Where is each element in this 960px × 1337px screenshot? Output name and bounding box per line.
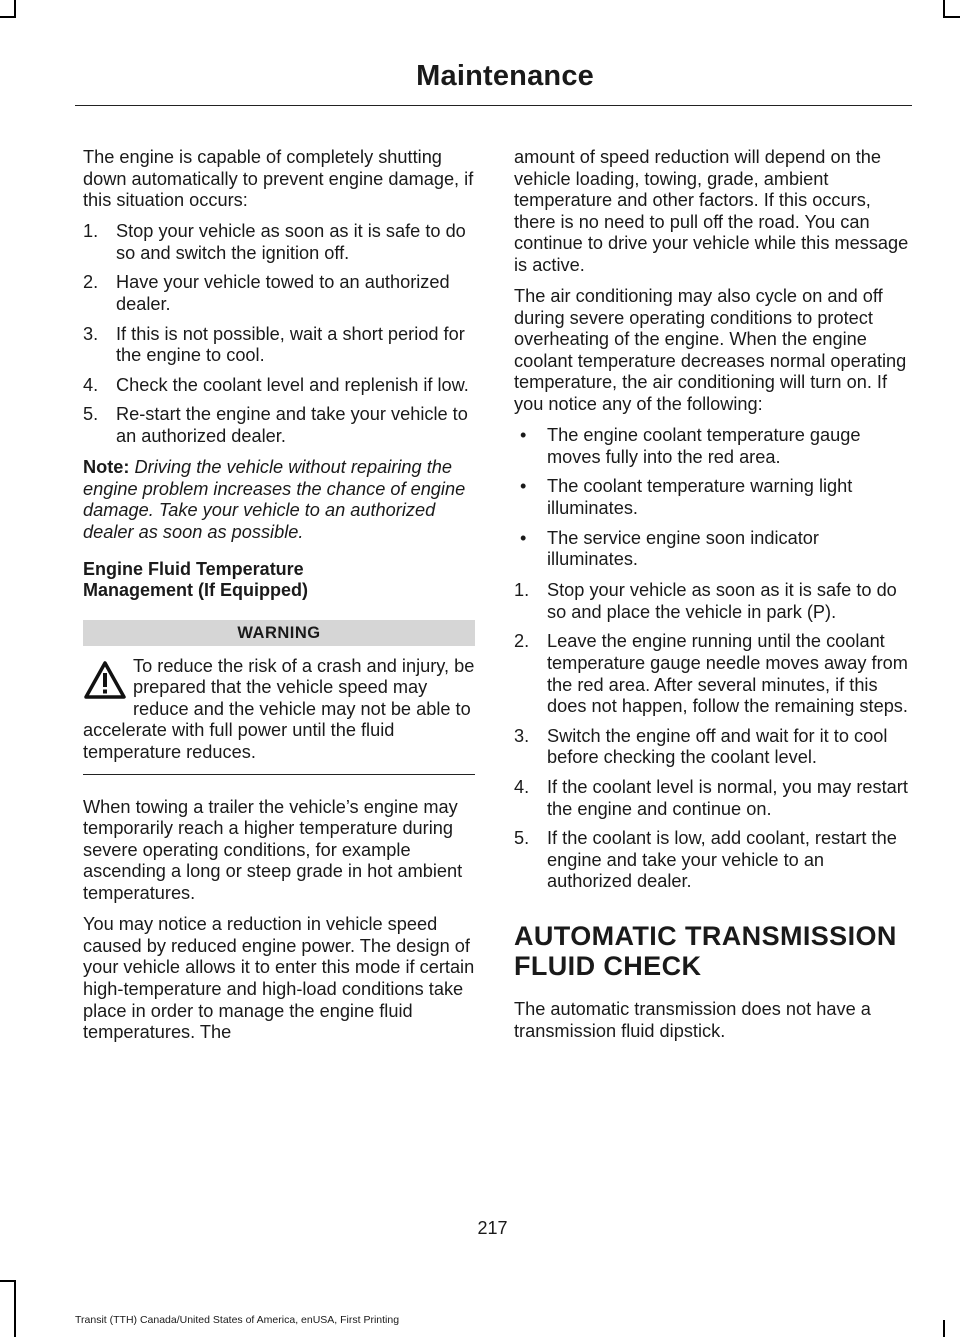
subheading-line: Engine Fluid Temperature <box>83 558 304 579</box>
step-number: 3. <box>83 323 99 344</box>
crop-mark <box>943 16 960 18</box>
list-item <box>514 580 910 623</box>
bullet-text: The engine coolant temperature gauge moves fully into the red area. <box>547 425 861 467</box>
warning-box <box>83 656 475 775</box>
continuation-paragraph: amount of speed reduction will depend on the vehicle loading, towing, grade, ambient temperature and other factors. If this occurs, there is no need to pull off the road. You can continue to drive your vehicle while this message is active. <box>514 147 909 275</box>
step-number: 5. <box>83 404 99 425</box>
page-number: 217 <box>477 1218 508 1238</box>
list-item <box>514 528 910 571</box>
note-label: Note: <box>83 457 130 478</box>
crop-mark <box>943 1320 945 1337</box>
step-text: Re-start the engine and take your vehicle to an authorized dealer. <box>116 404 468 447</box>
list-item <box>83 375 475 397</box>
symptom-bullet-list <box>514 425 910 571</box>
transmission-paragraph: The automatic transmission does not have a transmission fluid dipstick. <box>514 998 871 1041</box>
list-item <box>83 404 475 447</box>
list-item <box>514 476 910 519</box>
note-text: Driving the vehicle without repairing the engine problem increases the chance of engine damage. Take your vehicle to an authorized dealer as soon as possible. <box>83 457 466 542</box>
header-rule <box>75 105 912 106</box>
warning-title: WARNING <box>83 620 475 646</box>
speed-reduction-paragraph: You may notice a reduction in vehicle speed caused by reduced engine power. The design of your vehicle allows it to enter this mode if certain high-temperature and high-load conditions take place in order to manage the engine fluid temperatures. The <box>83 914 475 1043</box>
crop-mark <box>0 16 16 18</box>
note <box>83 457 475 543</box>
step-text: If the coolant is low, add coolant, restart the engine and take your vehicle to an authorized dealer. <box>547 828 897 892</box>
left-column <box>83 147 475 1053</box>
towing-paragraph: When towing a trailer the vehicle’s engine may temporarily reach a higher temperature during severe operating conditions, for example ascending a long or steep grade in hot ambient temperatures. <box>83 796 463 904</box>
heading-line: AUTOMATIC TRANSMISSION <box>514 920 897 951</box>
step-text: Check the coolant level and replenish if low. <box>116 374 469 395</box>
step-text: Have your vehicle towed to an authorized dealer. <box>116 272 450 315</box>
step-number: 2. <box>514 631 530 652</box>
intro-paragraph: The engine is capable of completely shutting down automatically to prevent engine damage, if this situation occurs: <box>83 147 474 211</box>
page-title: Maintenance <box>416 60 594 92</box>
section-heading <box>514 921 910 981</box>
section-subheading <box>83 559 475 602</box>
step-text: If this is not possible, wait a short period for the engine to cool. <box>116 323 465 366</box>
bullet-text: The service engine soon indicator illuminates. <box>547 527 819 570</box>
step-number: 1. <box>83 221 99 242</box>
list-item <box>83 221 475 264</box>
step-number: 1. <box>514 580 530 601</box>
warning-text: To reduce the risk of a crash and injury, be prepared that the vehicle speed may reduce and the vehicle may not be able to accelerate with full power until the fluid temperature reduces. <box>83 655 475 763</box>
bullet: • <box>520 527 527 548</box>
list-item <box>83 272 475 315</box>
subheading-line: Management (If Equipped) <box>83 580 308 601</box>
step-number: 2. <box>83 272 99 293</box>
step-text: Switch the engine off and wait for it to cool before checking the coolant level. <box>547 725 888 768</box>
list-item <box>514 726 910 769</box>
list-item <box>514 631 910 717</box>
step-number: 5. <box>514 828 530 849</box>
air-conditioning-paragraph: The air conditioning may also cycle on and off during severe operating conditions to protect overheating of the engine. When the engine coolant temperature decreases normal operating temperature, the air conditioning will turn on. If you notice any of the following: <box>514 286 907 415</box>
right-column <box>514 147 910 1052</box>
list-item <box>514 425 910 468</box>
crop-mark <box>14 1280 16 1337</box>
step-text: If the coolant level is normal, you may restart the engine and continue on. <box>547 776 908 819</box>
step-number: 3. <box>514 725 530 746</box>
step-text: Stop your vehicle as soon as it is safe to do so and place the vehicle in park (P). <box>547 580 897 622</box>
bullet: • <box>520 476 527 497</box>
step-number: 4. <box>83 374 99 395</box>
list-item <box>83 324 475 367</box>
shutdown-steps-list <box>83 221 475 447</box>
footer-text: Transit (TTH) Canada/United States of America, enUSA, First Printing <box>75 1314 400 1326</box>
step-text: Leave the engine running until the coolant temperature gauge needle moves away from the red area. After several minutes, if this does not happen, follow the remaining steps. <box>547 631 908 717</box>
list-item <box>514 828 910 893</box>
step-text: Stop your vehicle as soon as it is safe to do so and switch the ignition off. <box>116 221 466 263</box>
coolant-steps-list <box>514 580 910 893</box>
bullet-text: The coolant temperature warning light illuminates. <box>547 476 853 518</box>
warning-triangle-icon <box>83 660 127 700</box>
heading-line: FLUID CHECK <box>514 950 702 981</box>
step-number: 4. <box>514 776 530 797</box>
bullet: • <box>520 425 527 446</box>
crop-mark <box>0 1280 16 1282</box>
list-item <box>514 777 910 820</box>
